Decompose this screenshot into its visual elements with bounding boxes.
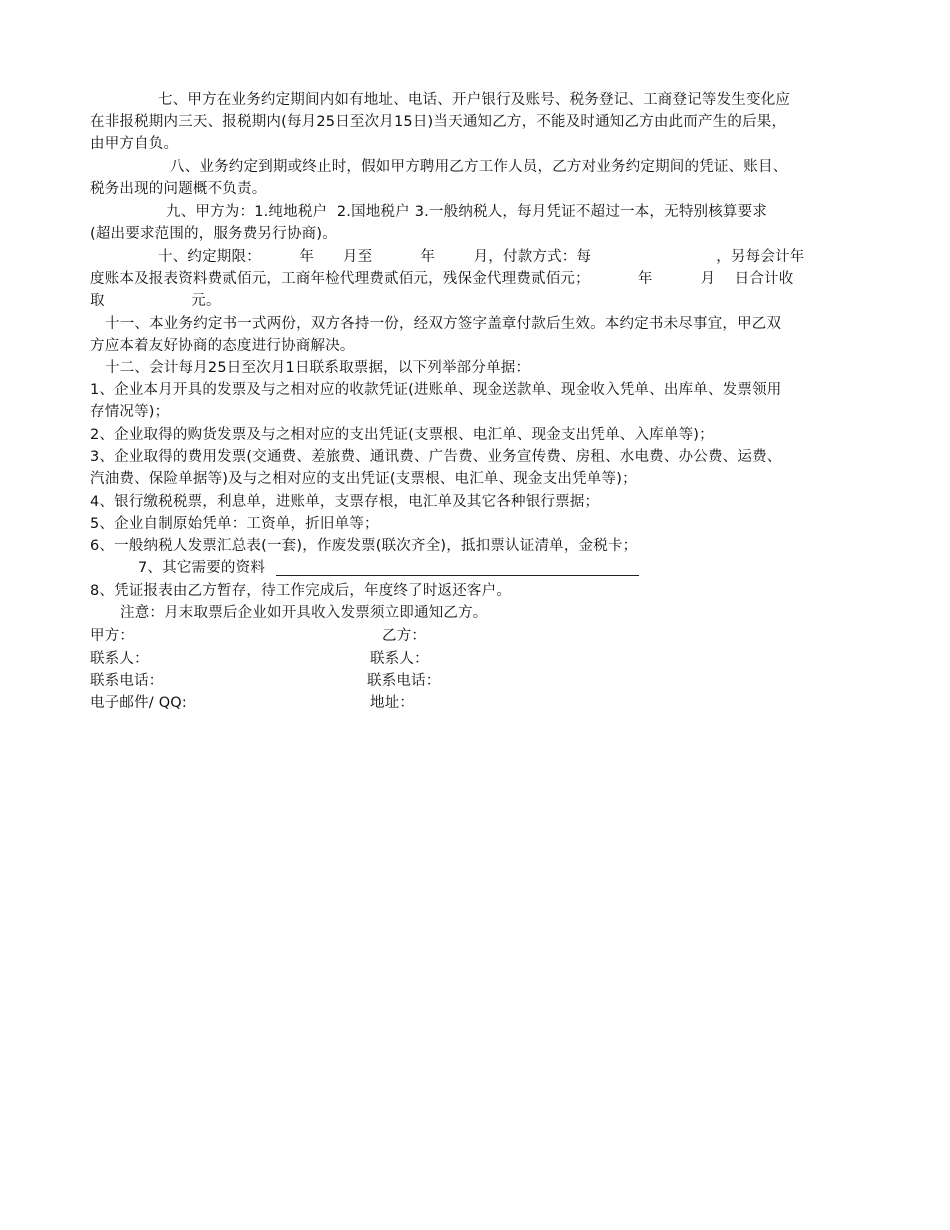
clause-10-line-2: 度账本及报表资料费贰佰元，工商年检代理费贰佰元，残保金代理费贰佰元； 年 月 日合计收	[90, 271, 794, 287]
clause-7-line-1: 七、甲方在业务约定期间内如有地址、电话、开户银行及账号、税务登记、工商登记等发生变化应	[158, 92, 791, 108]
list-item: 1、企业本月开具的发票及与之相对应的收款凭证(进账单、现金送款单、现金收入凭单、出库单、发票领用	[90, 382, 782, 398]
contact-b-label: 联系人：	[370, 651, 429, 667]
clause-10-line-3: 取 元。	[90, 293, 221, 309]
clause-8-line-1: 八、业务约定到期或终止时，假如甲方聘用乙方工作人员，乙方对业务约定期间的凭证、账目、	[170, 159, 788, 175]
clause-7-line-3: 由甲方自负。	[90, 136, 179, 152]
party-a-label: 甲方：	[90, 628, 135, 644]
clause-9-line-1: 九、甲方为：1.纯地税户 2.国地税户 3.一般纳税人，每月凭证不超过一本，无特别核算要求	[166, 204, 768, 220]
list-item: 汽油费、保险单据等)及与之相对应的支出凭证(支票根、电汇单、现金支出凭单等)；	[90, 471, 637, 487]
clause-9-line-2: (超出要求范围的，服务费另行协商)。	[90, 226, 337, 242]
list-item: 4、银行缴税税票，利息单，进账单，支票存根，电汇单及其它各种银行票据；	[90, 494, 600, 510]
phone-a-label: 联系电话：	[90, 673, 164, 689]
email-qq-label: 电子邮件/ QQ:	[90, 695, 188, 711]
phone-b-label: 联系电话：	[367, 673, 441, 689]
clause-11-line-1: 十一、本业务约定书一式两份，双方各持一份，经双方签字盖章付款后生效。本约定书未尽事宜，甲乙双	[105, 316, 782, 332]
party-b-label: 乙方：	[382, 628, 427, 644]
list-item: 6、一般纳税人发票汇总表(一套)，作废发票(联次齐全)，抵扣票认证清单，金税卡；	[90, 538, 638, 554]
clause-12-intro: 十二、会计每月25日至次月1日联系取票据，以下列举部分单据：	[105, 360, 531, 376]
clause-11-line-2: 方应本着友好协商的态度进行协商解决。	[90, 338, 355, 354]
list-item: 5、企业自制原始凭单：工资单，折旧单等；	[90, 516, 379, 532]
clause-7-line-2: 在非报税期内三天、报税期内(每月25日至次月15日)当天通知乙方，不能及时通知乙方由此而产生的后果，	[90, 114, 787, 130]
address-label: 地址：	[370, 695, 415, 711]
list-item: 3、企业取得的费用发票(交通费、差旅费、通讯费、广告费、业务宣传费、房租、水电费、办公费、运费、	[90, 449, 782, 465]
contact-a-label: 联系人：	[90, 651, 149, 667]
blank-underline	[276, 575, 639, 576]
note-text: 注意：月末取票后企业如开具收入发票须立即通知乙方。	[120, 605, 488, 621]
list-item: 7、其它需要的资料	[138, 560, 266, 576]
list-item: 2、企业取得的购货发票及与之相对应的支出凭证(支票根、电汇单、现金支出凭单、入库单等)；	[90, 427, 714, 443]
list-item: 存情况等)；	[90, 404, 170, 420]
clause-10-line-1: 十、约定期限： 年 月至 年 月，付款方式：每 ，另每会计年	[158, 249, 805, 265]
clause-8-line-2: 税务出现的问题概不负责。	[90, 181, 267, 197]
list-item: 8、凭证报表由乙方暂存，待工作完成后，年度终了时返还客户。	[90, 583, 512, 599]
